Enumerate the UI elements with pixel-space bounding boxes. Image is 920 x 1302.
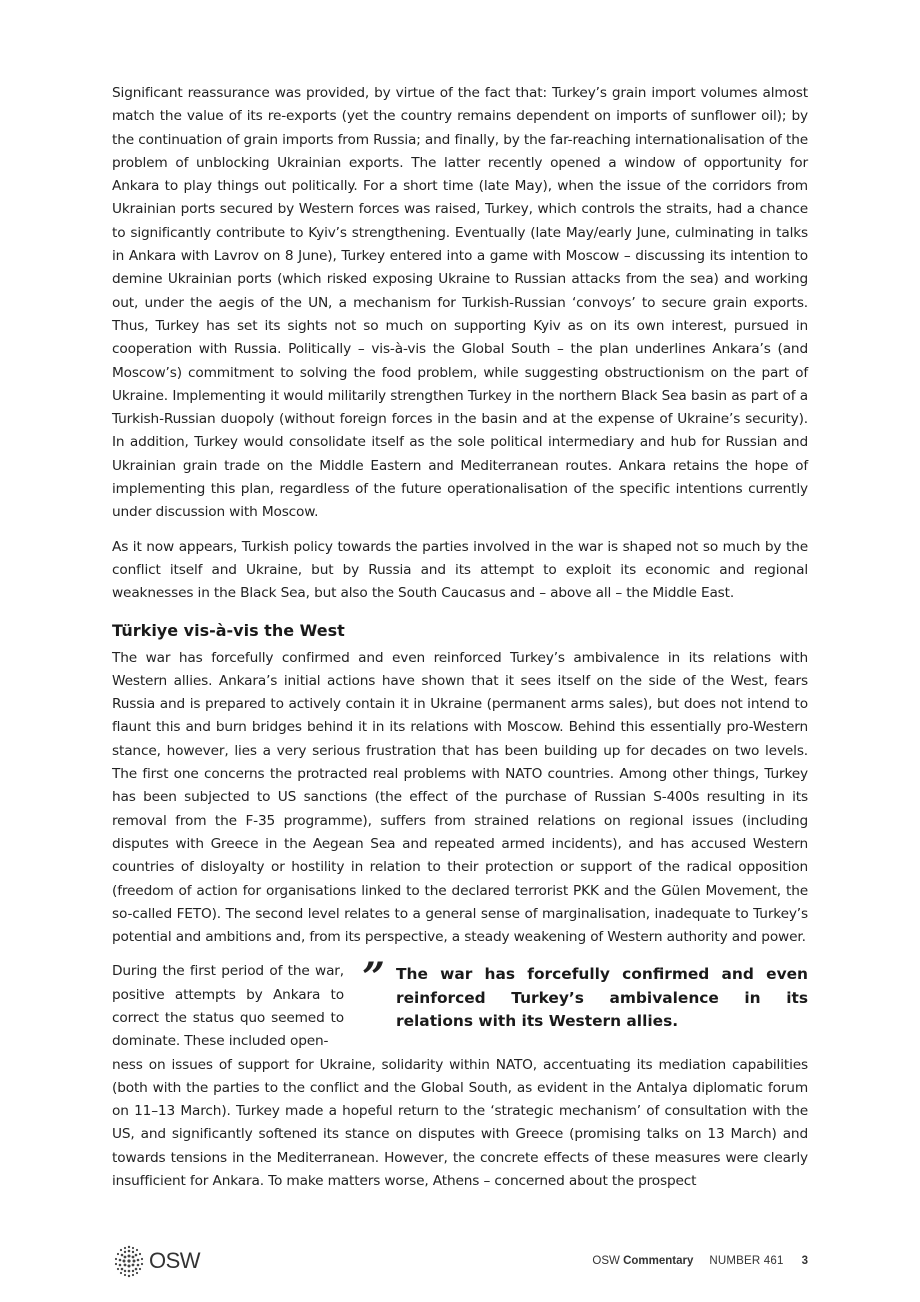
osw-logo	[112, 1244, 200, 1278]
split-paragraph-start: During the first period of the war, positive attempts by Ankara to correct the status quo seemed to dominate. These included open-	[112, 963, 344, 1050]
split-left-column	[112, 960, 344, 1053]
page-content	[112, 82, 808, 1193]
logo-text: OSW	[149, 1248, 201, 1273]
globe-dots-icon	[112, 1244, 146, 1278]
footer-brand	[592, 1255, 693, 1267]
split-paragraph-rest: ness on issues of support for Ukraine, solidarity within NATO, accentuating its mediation capabilities (both with the parties to the conflict and the Global South, as evident in the Antalya diplomatic forum on 11–13 March). Turkey made a hopeful return to the ‘strategic mechanism’ of consultation with the US, and significantly softened its stance on disputes with Greece (promising talks on 13 March) and towards tensions in the Mediterranean. However, the concrete effects of these measures were clearly insufficient for Ankara. To make matters worse, Athens – concerned about the prospect	[112, 1056, 808, 1190]
body-paragraph-1: Significant reassurance was provided, by virtue of the fact that: Turkey’s grain import volumes almost match the value of its re-exports (yet the country remains dependent on imports of sunflower oil); by the continuation of grain imports from Russia; and finally, by the far-reaching internationalisation of the problem of unblocking Ukrainian exports. The latter recently opened a window of opportunity for Ankara to play things out politically. For a short time (late May), when the issue of the corridors from Ukrainian ports secured by Western forces was raised, Turkey, which controls the straits, had a chance to significantly contribute to Kyiv’s strengthening. Eventually (late May/early June, culminating in talks in Ankara with Lavrov on 8 June), Turkey entered into a game with Moscow – discussing its intention to demine Ukrainian ports (which risked exposing Ukraine to Russian attacks from the sea) and working out, under the aegis of the UN, a mechanism for Turkish-Russian ‘convoys’ to secure grain exports. Thus, Turkey has set its sights not so much on supporting Kyiv as on its own interest, pursued in cooperation with Russia. Politically – vis-à-vis the Global South – the plan underlines Ankara’s (and Moscow’s) commitment to solving the food problem, while suggesting obstructionism on the part of Ukraine. Implementing it would militarily strengthen Turkey in the northern Black Sea basin as part of a Turkish-Russian duopoly (without foreign forces in the basin and at the expense of Ukraine’s security). In addition, Turkey would consolidate itself as the sole political intermediary and hub for Russian and Ukrainian grain trade on the Middle Eastern and Mediterranean routes. Ankara retains the hope of implementing this plan, regardless of the future operationalisation of the specific intentions currently under discussion with Moscow.	[112, 85, 808, 521]
page-number: 3	[801, 1255, 808, 1267]
footer-brand-prefix: OSW	[592, 1255, 620, 1267]
paragraph-with-pull-quote	[112, 954, 808, 1053]
body-paragraph-2: As it now appears, Turkish policy towards the parties involved in the war is shaped not so much by the conflict itself and Ukraine, but by Russia and its attempt to exploit its economic and regional weaknesses in the Black Sea, but also the South Caucasus and – above all – the Middle East.	[112, 538, 808, 602]
pull-quote-text: The war has forcefully confirmed and even reinforced Turkey’s ambivalence in its relations with its Western allies.	[396, 965, 808, 1031]
quote-mark-icon: ”	[362, 954, 381, 1002]
footer-info	[592, 1255, 808, 1267]
section-heading: Türkiye vis-à-vis the West	[112, 620, 345, 640]
footer-brand-name: Commentary	[623, 1255, 694, 1267]
page-footer	[112, 1244, 808, 1278]
footer-issue-number: NUMBER 461	[709, 1255, 784, 1267]
section-paragraph: The war has forcefully confirmed and even reinforced Turkey’s ambivalence in its relations with Western allies. Ankara’s initial actions have shown that it sees itself on the side of the West, fears Russia and is prepared to actively contain it in Ukraine (permanent arms sales), but does not intend to flaunt this and burn bridges behind it in its relations with Moscow. Behind this essentially pro-Western stance, however, lies a very serious frustration that has been building up for decades on two levels. The first one concerns the protracted real problems with NATO countries. Among other things, Turkey has been subjected to US sanctions (the effect of the purchase of Russian S-400s resulting in its removal from the F-35 programme), suffers from strained relations on regional issues (including disputes with Greece in the Aegean Sea and repeated armed incidents), and has accused Western countries of disloyalty or hostility in relation to their protection or support of the radical opposition (freedom of action for organisations linked to the declared terrorist PKK and the Gülen Movement, the so-called FETO). The second level relates to a general sense of marginalisation, inadequate to Turkey’s potential and ambitions and, from its perspective, a steady weakening of Western authority and power.	[112, 649, 808, 946]
pull-quote	[362, 954, 808, 1053]
